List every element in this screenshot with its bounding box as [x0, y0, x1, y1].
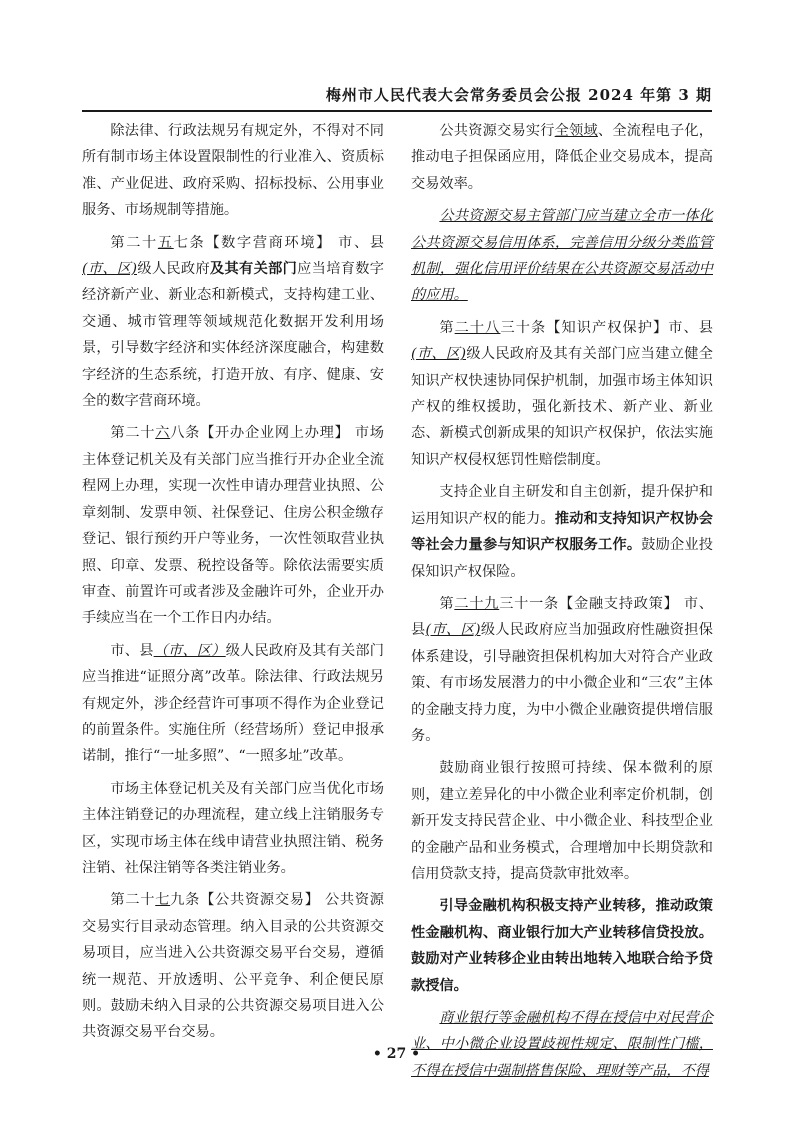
inserted-paragraph: 公共资源交易主管部门应当建立全市一体化公共资源交易信用体系，完善信用分级分类监管机制，强化信用评价结果在公共资源交易活动中的应用。	[411, 208, 713, 304]
bold-text: 及其有关部门	[209, 261, 298, 278]
inserted-text: 全领域	[554, 123, 598, 139]
inserted-text: (市、区)	[82, 261, 137, 278]
paragraph: 市、县（市、区）级人民政府及其有关部门应当推进“证照分离”改革。除法律、行政法规另有规定外，涉企经营许可事项不得作为企业登记的前置条件。实施住所（经营场所）登记申报承诺制，推行“一址多照”、“一照多址”改革。	[82, 642, 384, 765]
article-ip-protection: 第二十八三十条【知识产权保护】市、县(市、区)级人民政府及其有关部门应当建立健全知识产权快速协同保护机制，加强市场主体知识产权的维权援助，强化新技术、新产业、新业态、新模式创新成果的知识产权保护，依法实施知识产权侵权惩罚性赔偿制度。	[411, 319, 713, 468]
struck-text: 六	[155, 425, 171, 442]
left-column	[82, 118, 384, 1052]
article-online-business-registration: 第二十六八条【开办企业网上办理】 市场主体登记机关及有关部门应当推行开办企业全流程网上办理，实现一次性申请办理营业执照、公章刻制、发票申领、社保登记、住房公积金缴存登记、银行预约开户等业务，一次性领取营业执照、印章、发票、税控设备等。除依法需要实质审查、前置许可或者涉及金融许可外，企业开办手续应当在一个工作日内办结。	[82, 425, 384, 627]
bold-paragraph: 引导金融机构积极支持产业转移，推动政策性金融机构、商业银行加大产业转移信贷投放。鼓励对产业转移企业由转出地转入地联合给予贷款授信。	[411, 898, 713, 994]
struck-text: 二十九	[454, 595, 500, 612]
header-title: 梅州市人民代表大会常务委员会公报 2024 年第 3 期	[325, 86, 712, 104]
paragraph: 公共资源交易实行全领域、全流程电子化，推动电子担保函应用，降低企业交易成本，提高交易效率。	[411, 123, 713, 192]
paragraph: 支持企业自主研发和自主创新，提升保护和运用知识产权的能力。推动和支持知识产权协会等社会力量参与知识产权服务工作。鼓励企业投保知识产权保险。	[411, 484, 713, 580]
paragraph: 除法律、行政法规另有规定外，不得对不同所有制市场主体设置限制性的行业准入、资质标准、产业促进、政府采购、招标投标、公用事业服务、市场规制等措施。	[82, 123, 384, 219]
inserted-text: (市、区)	[425, 622, 481, 639]
page-number: • 27 •	[372, 1046, 421, 1062]
inserted-paragraph: 商业银行等金融机构不得在授信中对民营企业、中小微企业设置歧视性规定、限制性门槛，不得在授信中强制搭售保险、理财等产品，不得	[411, 1010, 713, 1079]
right-column	[411, 118, 713, 1090]
article-digital-business-environment: 第二十五七条【数字营商环境】 市、县(市、区)级人民政府及其有关部门应当培育数字经济新产业、新业态和新模式，支持构建工业、交通、城市管理等领域规范化数据开发利用场景，引导数字经济和实体经济深度融合，构建数字经济的生态系统，打造开放、有序、健康、安全的数字营商环境。	[82, 234, 384, 410]
article-public-resource-trading: 第二十七九条【公共资源交易】 公共资源交易实行目录动态管理。纳入目录的公共资源交易项目，应当进入公共资源交易平台交易，遵循统一规范、开放透明、公平竞争、利企便民原则。鼓励未纳入目录的公共资源交易项目进入公共资源交易平台交易。	[82, 892, 384, 1041]
article-financial-support: 第二十九三十一条【金融支持政策】 市、县(市、区)级人民政府应当加强政府性融资担保体系建设，引导融资担保机构加大对符合产业政策、有市场发展潜力的中小微企业和“三农”主体的金融支持力度，为中小微企业融资提供增信服务。	[411, 595, 713, 744]
paragraph: 市场主体登记机关及有关部门应当优化市场主体注销登记的办理流程，建立线上注销服务专区，实现市场主体在线申请营业执照注销、税务注销、社保注销等各类注销业务。	[82, 780, 384, 876]
inserted-text: （市、区）	[153, 642, 226, 659]
paragraph: 鼓励商业银行按照可持续、保本微利的原则，建立差异化的中小微企业利率定价机制，创新开发支持民营企业、中小微企业、科技型企业的金融产品和业务模式，合理增加中长期贷款和信用贷款支持，提高贷款审批效率。	[411, 760, 713, 882]
struck-text: 七	[155, 892, 171, 909]
page-header	[82, 82, 712, 112]
inserted-text: (市、区)	[411, 346, 466, 363]
struck-text: 二十八	[454, 319, 501, 336]
bold-text: 推动和支持知识产权协会等社会力量参与知识产权服务工作。	[411, 510, 713, 554]
struck-text: 五	[157, 234, 174, 251]
